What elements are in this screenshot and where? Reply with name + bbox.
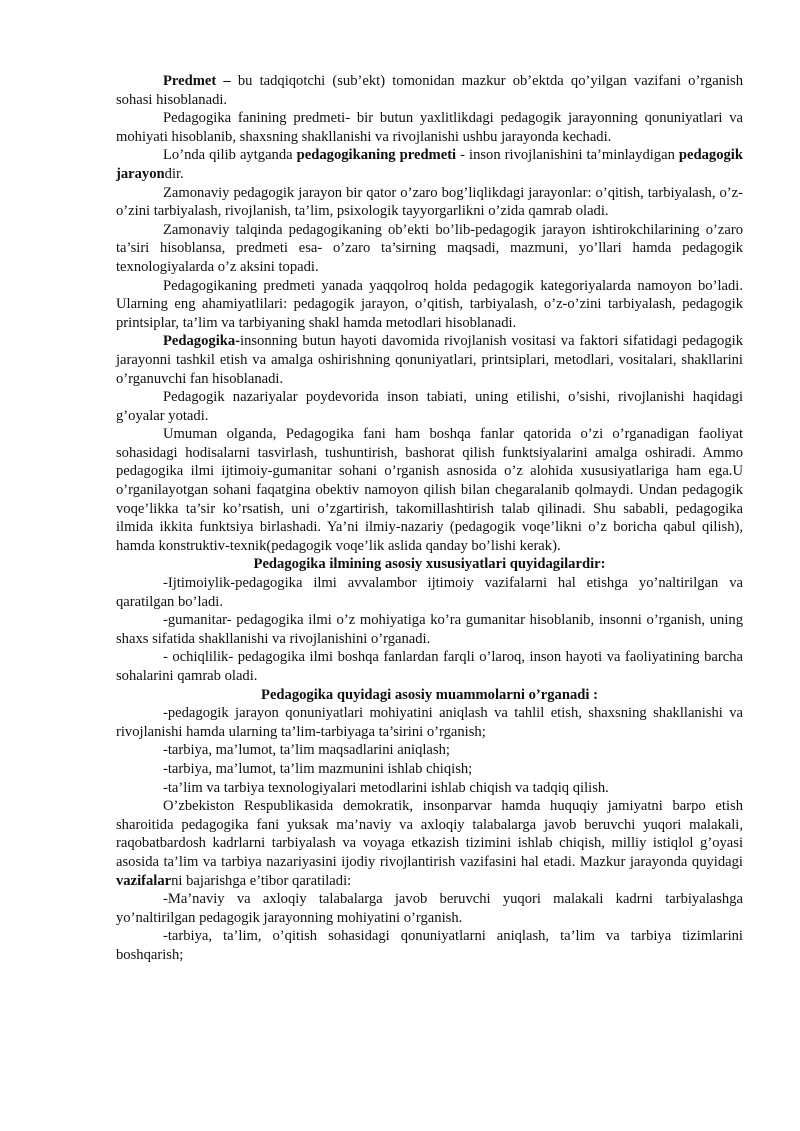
text-run: Pedagogik nazariyalar poydevorida inson tabiati, uning etilishi, o’sishi, rivojlanishi haqidagi g’oyalar yotadi. xyxy=(116,389,743,424)
feature-item: - ochiqlilik- pedagogika ilmi boshqa fanlardan farqli o’laroq, inson hayoti va faoliyatining barcha sohalarini qamrab oladi. xyxy=(116,649,743,684)
bold-term: Pedagogika- xyxy=(163,333,241,350)
feature-item: -gumanitar- pedagogika ilmi o’z mohiyatiga ko’ra gumanitar hisoblanib, insonni o’rganish, uning shaxs sifatida shakllanishi va rivojlanishini o’rganadi. xyxy=(116,612,743,647)
problem-item: -ta’lim va tarbiya texnologiyalari metodlarini ishlab chiqish va tadqiq qilish. xyxy=(163,779,609,796)
paragraph xyxy=(116,277,743,333)
heading-problems: Pedagogika quyidagi asosiy muammolarni o’rganadi : xyxy=(261,686,598,703)
paragraph xyxy=(116,425,743,555)
text-run: bu tadqiqotchi (sub’ekt) tomonidan mazkur ob’ektda qo’yilgan vazifani o’rganish sohasi hisoblanadi. xyxy=(116,73,744,108)
text-run: insonning butun hayoti davomida rivojlanish vositasi va faktori sifatidagi pedagogik jarayonni tashkil etish va amalga oshirishning qonuniyatlari, printsiplari, metodlari, vositalari, shakllarini o’rganuvchi fan hisoblanadi. xyxy=(116,333,743,387)
paragraph xyxy=(116,388,743,425)
paragraph xyxy=(116,332,743,388)
text-run: dir. xyxy=(164,165,184,182)
text-run: Pedagogikaning predmeti yanada yaqqolroq holda pedagogik kategoriyalarda namoyon bo’ladi. Ularning eng ahamiyatlilari: pedagogik jarayon, o’qitish, tarbiyalash, o’z-o’zini tarbiyalash, pedagogik printsiplar, ta’lim va tarbiyaning shakl hamda metodlari hisoblanadi. xyxy=(116,277,743,331)
paragraph xyxy=(116,109,743,146)
paragraph xyxy=(116,221,743,277)
text-run: Zamonaviy talqinda pedagogikaning ob’ekti bo’lib-pedagogik jarayon ishtirokchilarining o’zaro ta’siri hisoblansa, predmeti esa- o’zaro ta’sirning maqsadi, mazmuni, yo’llari hamda pedagogik texnologiyalarda o’z aksini topadi. xyxy=(116,221,743,275)
task-item: -tarbiya, ta’lim, o’qitish sohasidagi qonuniyatlarni aniqlash, ta’lim va tarbiya tizimlarini boshqarish; xyxy=(116,928,743,963)
text-run: - inson rivojlanishini ta’minlaydigan xyxy=(456,147,679,164)
features-list xyxy=(116,574,743,686)
problem-item: -tarbiya, ma’lumot, ta’lim maqsadlarini aniqlash; xyxy=(163,742,450,759)
paragraph xyxy=(116,184,743,221)
bold-term: pedagogik jarayon xyxy=(116,147,743,182)
heading-features: Pedagogika ilmining asosiy xususiyatlari quyidagilardir: xyxy=(253,556,606,573)
bold-term: pedagogikaning predmeti xyxy=(296,147,457,164)
text-run: Lo’nda qilib aytganda xyxy=(163,147,297,164)
text-run: ni bajarishga e’tibor qaratiladi: xyxy=(171,872,352,889)
task-item: -Ma’naviy va axloqiy talabalarga javob beruvchi yuqori malakali kadrni tarbiyalashga yo’naltirilgan pedagogik jarayonning mohiyatini o’rganish. xyxy=(116,891,743,926)
paragraph xyxy=(116,146,743,183)
text-run: Zamonaviy pedagogik jarayon bir qator o’zaro bog’liqlikdagi jarayonlar: o’qitish, tarbiyalash, o’z-o’zini tarbiyalash, rivojlanish, ta’lim, psixologik tayyorgarlikni o’zida qamrab oladi. xyxy=(116,184,743,220)
bold-term: vazifalar xyxy=(116,872,172,889)
paragraph xyxy=(116,72,743,109)
problem-item: -tarbiya, ma’lumot, ta’lim mazmunini ishlab chiqish; xyxy=(163,760,473,777)
bold-term: Predmet – xyxy=(163,73,238,89)
text-run: Pedagogika fanining predmeti- bir butun yaxlitlikdagi pedagogik jarayonning qonuniyatlari va mohiyati hisoblanib, shaxsning shakllanishi va rivojlanishi ushbu jarayonda kechadi. xyxy=(116,110,743,145)
problems-list xyxy=(116,704,743,797)
tasks-intro-section xyxy=(116,797,743,890)
feature-item: -Ijtimoiylik-pedagogika ilmi avvalambor ijtimoiy vazifalarni hal etishga yo’naltirilgan va qaratilgan bo’ladi. xyxy=(116,575,743,610)
text-run: Umuman olganda, Pedagogika fani ham boshqa fanlar qatorida o’zi o’rganadigan faoliyat sohasidagi hodisalarni tasvirlash, tushuntirish, bashorat qilish funktsiyalarini amalga oshiradi. Ammo pedagogika ilmi ijtimoiy-gumanitar sohani o’rganish asnosida o’z alohida xususiyatlariga ham ega.U o’rganilayotgan sohani faqatgina obektiv namoyon qilish bilan chegaralanib qolmaydi. Undan pedagogik voqe’likka ta’sir ko’rsatish, uni o’zgartirish, takomillashtirish talab qilinadi. Shu sababli, pedagogika ilmida ikkita funktsiya birlashadi. Ya’ni ilmiy-nazariy (pedagogik voqe’likni o’z boricha qabul qilish), hamda konstruktiv-texnik(pedagogik voqe’lik aslida qanday bo’lishi kerak). xyxy=(116,426,743,554)
paragraph xyxy=(116,797,743,890)
intro-section xyxy=(116,72,743,555)
tasks-list xyxy=(116,890,743,964)
problem-item: -pedagogik jarayon qonuniyatlari mohiyatini aniqlash va tahlil etish, shaxsning shakllanishi va rivojlanishi hamda ularning ta’lim-tarbiyaga ta’sirini o’rganish; xyxy=(116,705,743,740)
text-run: O’zbekiston Respublikasida demokratik, insonparvar hamda huquqiy jamiyatni barpo etish sharoitida pedagogika fani yuksak ma’naviy va axloqiy talabalarga javob beruvchi yuqori malakali, raqobatbardosh kadrlarni tarbiyalash va voyaga etkazish tizimini ishlab chiqish, milliy istiqlol g’oyasi asosida ta’lim va tarbiya nazariyasini ijodiy rivojlantirish vazifasini hal etadi. Mazkur jarayonda quyidagi xyxy=(116,798,743,870)
